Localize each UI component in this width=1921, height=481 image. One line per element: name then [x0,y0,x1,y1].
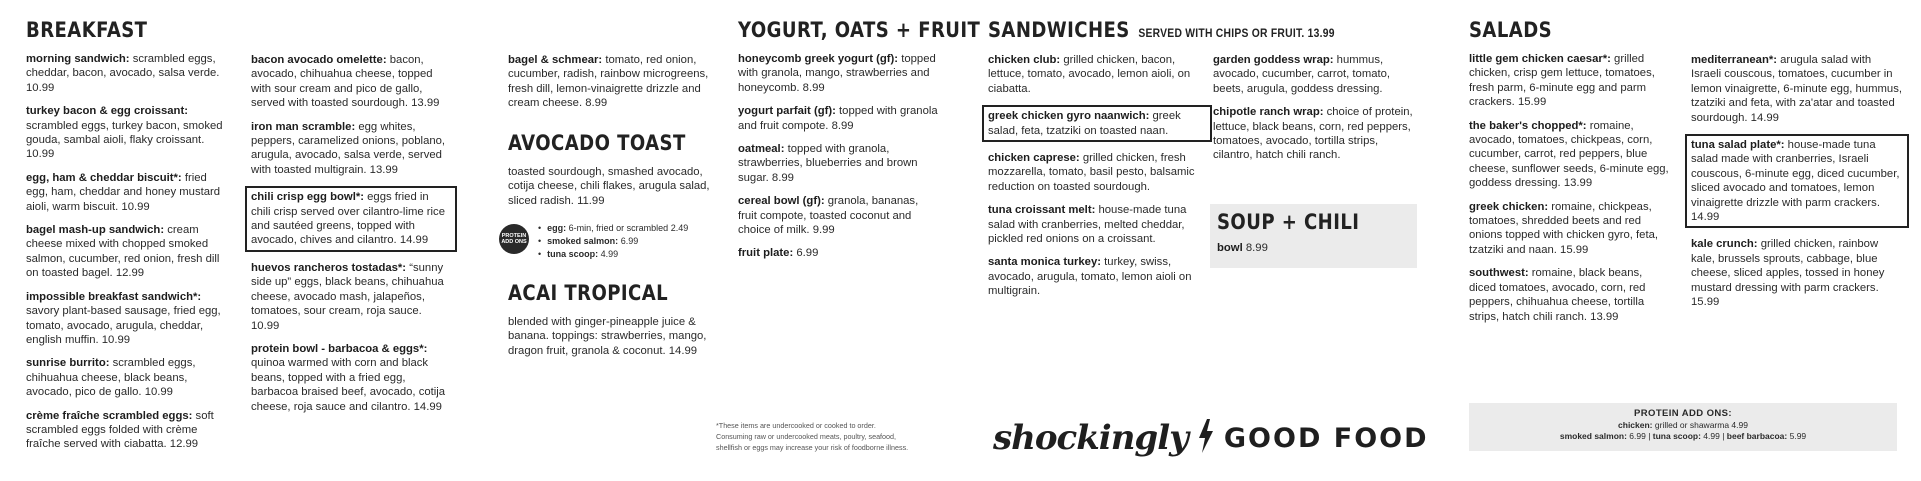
protein-line-1 [1469,420,1897,431]
item-name: greek chicken gyro naanwich: [988,110,1150,123]
item-name: chipotle ranch wrap: [1213,106,1324,119]
item-desc: greek salad, feta, tzatziki on toasted naan. [988,110,1181,137]
item-desc: egg whites, peppers, caramelized onions, poblano, arugula, avocado, salsa verde, served with toasted multigrain. 13.99 [251,120,446,176]
item-name: tuna salad plate*: [1691,139,1785,152]
addon-name: tuna scoop: [547,249,599,259]
salads-heading: SALADS [1469,18,1553,42]
disclaimer-line: shellfish or eggs may increase your risk of foodborne illness. [716,443,909,452]
menu-item [738,52,938,95]
menu-item [738,246,938,260]
item-desc: turkey, swiss, avocado, arugula, tomato, lemon aioli on multigrain. [988,256,1192,298]
menu-item [26,52,226,95]
salads-column-1 [1469,20,1669,333]
menu-item [738,194,938,237]
sandwiches-column-2 [1213,53,1413,172]
item-desc: house-made tuna salad with cranberries, melted cheddar, pickled red onions on a croissant. [988,204,1187,246]
item-name: tuna croissant melt: [988,204,1096,217]
menu-item [26,356,226,399]
item-desc: topped with granola and fruit compote. 8.99 [738,105,938,132]
soup-chili-box [1210,204,1417,268]
item-desc: “sunny side up” eggs, black beans, chihuahua cheese, avocado mash, jalapeños, tomatoes, sour cream, roja sauce. 10.99 [251,261,444,332]
avocado-toast-heading: AVOCADO TOAST [508,131,686,155]
item-desc: choice of protein, lettuce, black beans, corn, red peppers, tomatoes, avocado, tortilla strips, cilantro, hatch chili ranch. [1213,106,1413,162]
yogurt-section [738,18,981,270]
item-desc: romaine, avocado, tomatoes, chickpeas, corn, cucumber, carrot, red peppers, blue cheese, sunflower seeds, 6-minute egg, goddess dressing. 13.99 [1469,119,1669,190]
item-name: oatmeal: [738,143,785,156]
protein-add-ons-title: PROTEIN ADD ONS: [1634,408,1732,419]
menu-item [988,151,1206,194]
lightning-bolt-icon [1198,419,1214,458]
item-name: mediterranean*: [1691,54,1778,66]
item-desc: cream cheese mixed with chopped smoked salmon, cucumber, red onion, fresh dill on toasted bagel. 12.99 [26,224,220,280]
addon-item [538,222,688,235]
item-name: sunrise burrito: [26,357,110,370]
item-desc: 8.99 [1242,242,1268,254]
item-desc: scrambled eggs, turkey bacon, smoked gouda, sambal aioli, flaky croissant. 10.99 [26,119,223,161]
item-name: santa monica turkey: [988,256,1102,269]
menu-item [26,409,226,452]
acai-section [508,283,713,367]
item-desc: arugula salad with Israeli couscous, tomatoes, cucumber in lemon vinaigrette, 6-minute egg, hummus, tzatziki and feta, with za'atar and toasted sourdough. 14.99 [1691,54,1902,124]
breakfast-column-1 [26,20,226,461]
addon-name: egg: [547,223,567,233]
sandwiches-heading [988,20,1349,41]
item-desc: blended with ginger-pineapple juice & banana. toppings: strawberries, mango, dragon fruit, granola & coconut. 14.99 [508,316,707,357]
menu-item [1691,53,1903,125]
item-desc: house-made tuna salad made with cranberries, Israeli couscous, 6-minute egg, diced cucumber, sliced avocado and tomatoes, lemon vinaigrette drizzle with parm crackers. 14.99 [1691,139,1900,224]
item-name: the baker's chopped*: [1469,119,1587,132]
addon-desc: 4.99 [598,249,619,259]
disclaimer [716,420,908,453]
menu-item [251,261,451,333]
item-name: egg, ham & cheddar biscuit*: [26,171,182,184]
addon-name: chicken: [1618,420,1653,430]
menu-item [988,203,1206,246]
avocado-toast-section [508,133,713,217]
addon-item [538,248,688,261]
breakfast-column-3 [508,53,713,120]
menu-item [26,104,226,162]
yogurt-heading: YOGURT, OATS + FRUIT [738,18,981,42]
item-name: greek chicken: [1469,200,1549,213]
item-desc: soft scrambled eggs folded with crème fraîche served with ciabatta. 12.99 [26,409,214,451]
breakfast-heading: BREAKFAST [26,18,148,42]
addon-desc: 6.99 | [1626,431,1653,441]
menu-item [988,53,1206,96]
item-desc: romaine, chickpeas, tomatoes, shredded beets and red onions topped with chicken gyro, feta, tzatziki and naan. 15.99 [1469,200,1659,256]
item-desc: topped with granola, strawberries, blueberries and brown sugar. 8.99 [738,143,918,184]
menu-item [1691,237,1903,309]
item-name: chicken caprese: [988,152,1080,165]
menu-item [508,53,713,111]
menu-item [1469,119,1669,191]
item-name: southwest: [1469,267,1529,280]
protein-line-2 [1469,431,1897,442]
item-name: cereal bowl (gf): [738,195,825,208]
featured-menu-item [245,186,457,252]
soup-heading: SOUP + CHILI [1217,210,1360,234]
item-name: huevos rancheros tostadas*: [251,261,407,274]
item-desc: eggs fried in chili crisp served over cilantro-lime rice and sautéed greens, topped with avocado, chives and cilantro. 14.99 [251,191,445,247]
protein-addons-list [538,222,688,261]
addon-desc: 4.99 | [1700,431,1727,441]
sandwiches-title: SANDWICHES [988,18,1130,42]
item-desc: topped with granola, mango, strawberries and honeycomb. 8.99 [738,53,936,94]
item-name: chili crisp egg bowl*: [251,191,364,204]
menu-item [1469,266,1669,324]
item-desc: fried egg, ham, cheddar and honey mustard aioli, warm biscuit. 10.99 [26,171,221,213]
addon-desc: grilled or shawarma 4.99 [1652,420,1748,430]
menu-item [26,171,226,214]
menu-item [251,342,451,414]
item-desc: savory plant-based sausage, fried egg, tomato, avocado, arugula, cheddar, english muffin. 10.99 [26,305,221,346]
addon-name: tuna scoop: [1652,431,1701,441]
menu-item [738,104,938,133]
item-name: iron man scramble: [251,120,356,133]
brand-logo [993,418,1429,458]
item-name: crème fraîche scrambled eggs: [26,409,193,422]
sandwiches-subheading: SERVED WITH CHIPS OR FRUIT. 13.99 [1138,26,1335,40]
addon-desc: 6-min, fried or scrambled 2.49 [566,223,689,233]
featured-menu-item [1685,134,1909,228]
addon-desc: 5.99 [1787,431,1807,441]
sandwiches-header [988,20,1408,52]
item-desc: granola, bananas, fruit compote, toasted coconut and choice of milk. 9.99 [738,195,919,237]
featured-menu-item [982,105,1212,142]
disclaimer-line: Consuming raw or undercooked meats, poultry, seafood, [716,432,897,441]
item-desc: grilled chicken, bacon, lettuce, tomato, avocado, lemon aioli, on ciabatta. [988,54,1191,95]
addon-name: beef barbacoa: [1726,431,1788,441]
breakfast-column-2 [251,53,451,423]
item-name: turkey bacon & egg croissant: [26,105,188,118]
item-desc: quinoa warmed with corn and black beans, topped with a fried egg, barbacoa braised beef, avocado, cotija cheese, roja sauce and cilantro. 14.99 [251,357,446,413]
item-desc: grilled chicken, fresh mozzarella, tomato, basil pesto, balsamic reduction on toasted sourdough. [988,152,1195,193]
item-name: protein bowl - barbacoa & eggs*: [251,342,428,355]
item-desc: grilled chicken, rainbow kale, brussels sprouts, cabbage, blue cheese, sliced apples, tossed in honey mustard dressing with parm crackers. 15.99 [1691,238,1885,309]
item-name: bagel mash-up sandwich: [26,224,165,237]
addon-name: smoked salmon: [1559,431,1627,441]
item-desc: 6.99 [793,247,819,260]
menu-item [988,255,1206,298]
menu-item [251,120,451,178]
menu-item [738,142,938,185]
item-desc: hummus, avocado, cucumber, carrot, tomato, beets, arugula, goddess dressing. [1213,54,1391,95]
menu-item [251,53,451,111]
item-name: garden goddess wrap: [1213,54,1334,66]
menu-item [1213,53,1413,96]
item-desc: bacon, avocado, chihuahua cheese, topped with sour cream and pico de gallo, served with toasted sourdough. 13.99 [251,54,440,110]
item-name: impossible breakfast sandwich*: [26,290,202,303]
menu-item [508,315,713,358]
sandwiches-column-1 [988,53,1206,308]
item-name: little gem chicken caesar*: [1469,53,1611,65]
item-desc: grilled chicken, crisp gem lettuce, tomatoes, fresh parm, 6-minute egg and parm crackers. 15.99 [1469,53,1655,109]
item-desc: scrambled eggs, chihuahua cheese, black beans, avocado, pico de gallo. 10.99 [26,357,196,399]
acai-heading: ACAI TROPICAL [508,281,669,305]
addon-name: smoked salmon: [547,236,619,246]
item-name: honeycomb greek yogurt (gf): [738,53,899,65]
item-name: bacon avocado omelette: [251,54,387,66]
protein-add-ons-badge: PROTEIN ADD ONS [499,224,529,254]
item-name: fruit plate: [738,247,794,260]
item-name: chicken club: [988,54,1061,66]
item-name: kale crunch: [1691,238,1758,251]
menu-item [26,223,226,281]
item-desc: romaine, black beans, diced tomatoes, avocado, corn, red peppers, chihuahua cheese, tortilla strips, hatch chili ranch. 13.99 [1469,267,1646,323]
menu-item [26,290,226,348]
salads-column-2 [1691,53,1903,319]
item-name: yogurt parfait (gf): [738,105,836,118]
addon-item [538,235,688,248]
menu-item [1469,52,1669,110]
menu-item [1469,200,1669,258]
menu-item [1217,241,1410,255]
item-desc: tomato, red onion, cucumber, radish, rainbow microgreens, fresh dill, lemon-vinaigrette drizzle and cream cheese. 8.99 [508,54,709,110]
item-desc: toasted sourdough, smashed avocado, cotija cheese, chili flakes, arugula salad, sliced radish. 11.99 [508,166,710,207]
item-name: morning sandwich: [26,53,130,65]
menu-item [508,165,713,208]
item-name: bowl [1217,242,1243,254]
logo-script: shockingly [993,418,1188,458]
disclaimer-line: *These items are undercooked or cooked to order. [716,421,876,430]
addon-desc: 6.99 [618,236,639,246]
protein-add-ons-box [1469,403,1897,451]
item-desc: scrambled eggs, cheddar, bacon, avocado, salsa verde. 10.99 [26,53,220,94]
logo-good-food: GOOD FOOD [1223,422,1429,454]
item-name: bagel & schmear: [508,54,603,66]
menu-item [1213,105,1413,163]
